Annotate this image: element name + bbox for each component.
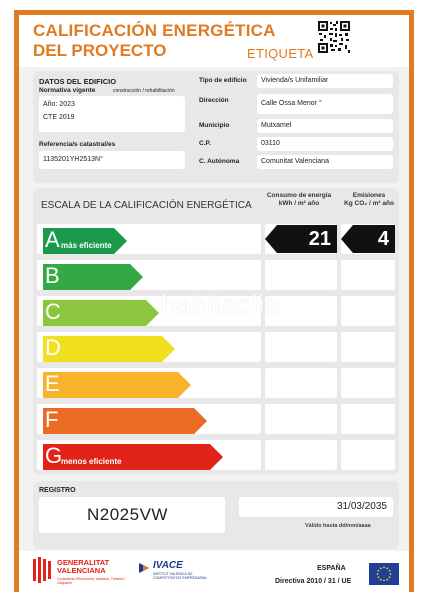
gv-sub: Conselleria d'Economia, Indústria, Turisme i Ocupació [57, 577, 126, 585]
directive: Directiva 2010 / 31 / UE [275, 578, 352, 585]
cadastral-label: Referencia/s catastral/es [39, 141, 116, 148]
energy-header: Consumo de energía [266, 192, 332, 199]
registry-date-note: Válido hasta dd/mm/aaaa [305, 523, 371, 529]
year-value: Año: 2023 [43, 101, 75, 108]
gv-line2: VALENCIANA [57, 566, 106, 576]
footer [19, 551, 409, 597]
registry-date: 31/03/2035 [336, 501, 387, 512]
grade-bar-area [37, 332, 261, 362]
zip-label: C.P. [199, 140, 211, 147]
grade-bar-area [37, 404, 261, 434]
registry-label: REGISTRO [39, 487, 76, 494]
grade-bar-area [37, 224, 261, 254]
gv-line1: GENERALITAT [57, 558, 110, 567]
grade-letter: D [45, 335, 61, 360]
grade-letter: B [45, 263, 60, 288]
energy-column-header [261, 192, 337, 208]
energy-cell [265, 440, 337, 470]
ivace-logo-icon [137, 561, 151, 575]
norm-sublabel: construcción / rehabilitación [113, 88, 175, 94]
registry-date-box [239, 497, 393, 517]
ivace-sub: INSTITUT VALENCIÀ DE COMPETITIVITAT EMPRESARIAL [153, 572, 208, 580]
energy-cell [265, 368, 337, 398]
emissions-cell [341, 368, 395, 398]
region-label: C. Autónoma [199, 158, 240, 165]
grade-row-f [33, 402, 399, 436]
title-line1: CALIFICACIÓN ENERGÉTICA [33, 21, 276, 40]
building-section-title: DATOS DEL EDIFICIO [39, 77, 117, 86]
norm-field [39, 96, 185, 132]
label-frame [14, 10, 414, 592]
energy-cell [265, 260, 337, 290]
grade-letter: G [45, 443, 63, 468]
emissions-column-header [339, 192, 399, 208]
grade-bar-area [37, 368, 261, 398]
emissions-cell [341, 296, 395, 326]
grade-row-d [33, 330, 399, 364]
type-value: Vivienda/s Unifamiliar [257, 74, 393, 88]
header [19, 15, 409, 67]
grade-letter: A [45, 227, 60, 252]
city-label: Municipio [199, 122, 230, 129]
address-value: Calle Ossa Menor ° [257, 94, 393, 114]
grade-row-b [33, 258, 399, 292]
generalitat-name [57, 559, 109, 576]
generalitat-logo-icon [31, 557, 53, 583]
grade-arrow-d [43, 336, 175, 362]
zip-value: 03110 [257, 137, 393, 151]
energy-indicator-value: 21 [308, 228, 331, 250]
norm-label: Normativa vigente [39, 87, 96, 94]
title-line2: DEL PROYECTO [33, 41, 167, 60]
norm-value: CTE 2019 [43, 114, 75, 121]
grade-arrow-f [43, 408, 207, 434]
emissions-unit: Kg CO₂ / m² año [344, 199, 394, 207]
subtitle: ETIQUETA [247, 46, 314, 61]
grade-arrow-e [43, 372, 191, 398]
emissions-header: Emisiones [352, 192, 386, 199]
registry-section [33, 481, 399, 549]
energy-unit: kWh / m² año [278, 199, 320, 207]
energy-indicator [265, 225, 337, 253]
scale-title: ESCALA DE LA CALIFICACIÓN ENERGÉTICA [41, 200, 252, 211]
grade-row-g [33, 438, 399, 472]
type-label: Tipo de edificio [199, 77, 247, 84]
emissions-cell [341, 404, 395, 434]
emissions-cell [341, 440, 395, 470]
grade-letter: C [45, 299, 61, 324]
grade-note: más eficiente [61, 241, 112, 250]
emissions-indicator [341, 225, 395, 253]
grade-letter: E [45, 371, 60, 396]
grade-row-e [33, 366, 399, 400]
energy-cell [265, 404, 337, 434]
address-label: Dirección [199, 97, 229, 104]
eu-flag-icon [369, 563, 399, 585]
grade-bar-area [37, 260, 261, 290]
registry-number-box [39, 497, 225, 533]
grade-row-a [33, 222, 399, 256]
grade-note: menos eficiente [61, 457, 122, 466]
energy-scale-section [33, 188, 399, 475]
grade-letter: F [45, 407, 59, 432]
watermark: habitaclia [161, 289, 281, 319]
city-value: Mutxamel [257, 119, 393, 133]
energy-cell [265, 332, 337, 362]
registry-number: N2025VW [87, 505, 168, 524]
cadastral-value: 1135201YH2513N° [39, 151, 185, 169]
country: ESPAÑA [317, 565, 346, 572]
emissions-cell [341, 332, 395, 362]
region-value: Comunitat Valenciana [257, 155, 393, 169]
emissions-cell [341, 260, 395, 290]
ivace-name: IVACE [153, 560, 183, 571]
emissions-indicator-value: 4 [377, 228, 389, 250]
building-data-section [33, 71, 399, 183]
qr-code-icon[interactable] [317, 20, 351, 54]
grade-bar-area [37, 440, 261, 470]
